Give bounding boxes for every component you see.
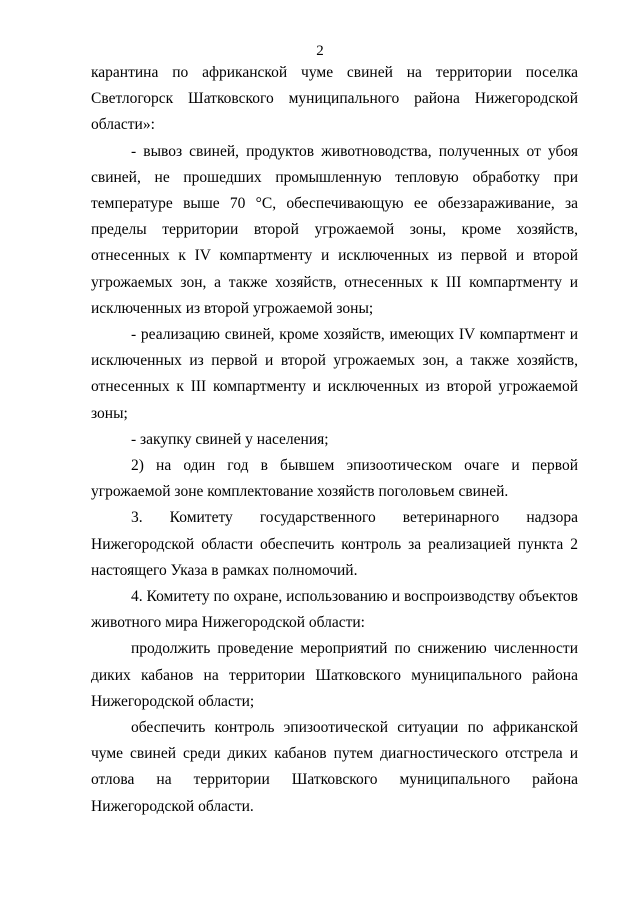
document-body bbox=[91, 60, 578, 820]
paragraph-transport-ban: - вывоз свиней, продуктов животноводства, полученных от убоя свиней, не прошедших промышленную тепловую обработку при температуре выше 70 °С, обеспечивающую ее обеззараживание, за пределы территории второй угрожаемой зоны, кроме хозяйств, отнесенных к IV компартменту и исключенных из первой и второй угрожаемых зон, а также хозяйств, отнесенных к III компартменту и исключенных из второй угрожаемой зоны; bbox=[91, 142, 578, 317]
page-number: 2 bbox=[316, 43, 324, 59]
paragraph-item-3: 3. Комитету государственного ветеринарного надзора Нижегородской области обеспечить контроль за реализацией пункта 2 настоящего Указа в рамках полномочий. bbox=[91, 509, 578, 579]
paragraph-epizootic-control: обеспечить контроль эпизоотической ситуации по африканской чуме свиней среди диких кабанов путем диагностического отстрела и отлова на территории Шатковского муниципального района Нижегородской области. bbox=[91, 719, 578, 815]
paragraph-boar-reduction: продолжить проведение мероприятий по снижению численности диких кабанов на территории Шатковского муниципального района Нижегородской области; bbox=[91, 640, 578, 710]
paragraph-purchase-ban: - закупку свиней у населения; bbox=[131, 430, 329, 448]
paragraph-item-4: 4. Комитету по охране, использованию и воспроизводству объектов животного мира Нижегородской области: bbox=[91, 588, 578, 632]
paragraph-restocking-ban: 2) на один год в бывшем эпизоотическом очаге и первой угрожаемой зоне комплектование хозяйств поголовьем свиней. bbox=[91, 457, 578, 501]
paragraph-sale-ban: - реализацию свиней, кроме хозяйств, имеющих IV компартмент и исключенных из первой и второй угрожаемых зон, а также хозяйств, отнесенных к III компартменту и исключенных из второй угрожаемой зоны; bbox=[91, 326, 578, 422]
paragraph-quarantine-continuation: карантина по африканской чуме свиней на территории поселка Светлогорск Шатковского муниципального района Нижегородской области»: bbox=[91, 64, 578, 134]
